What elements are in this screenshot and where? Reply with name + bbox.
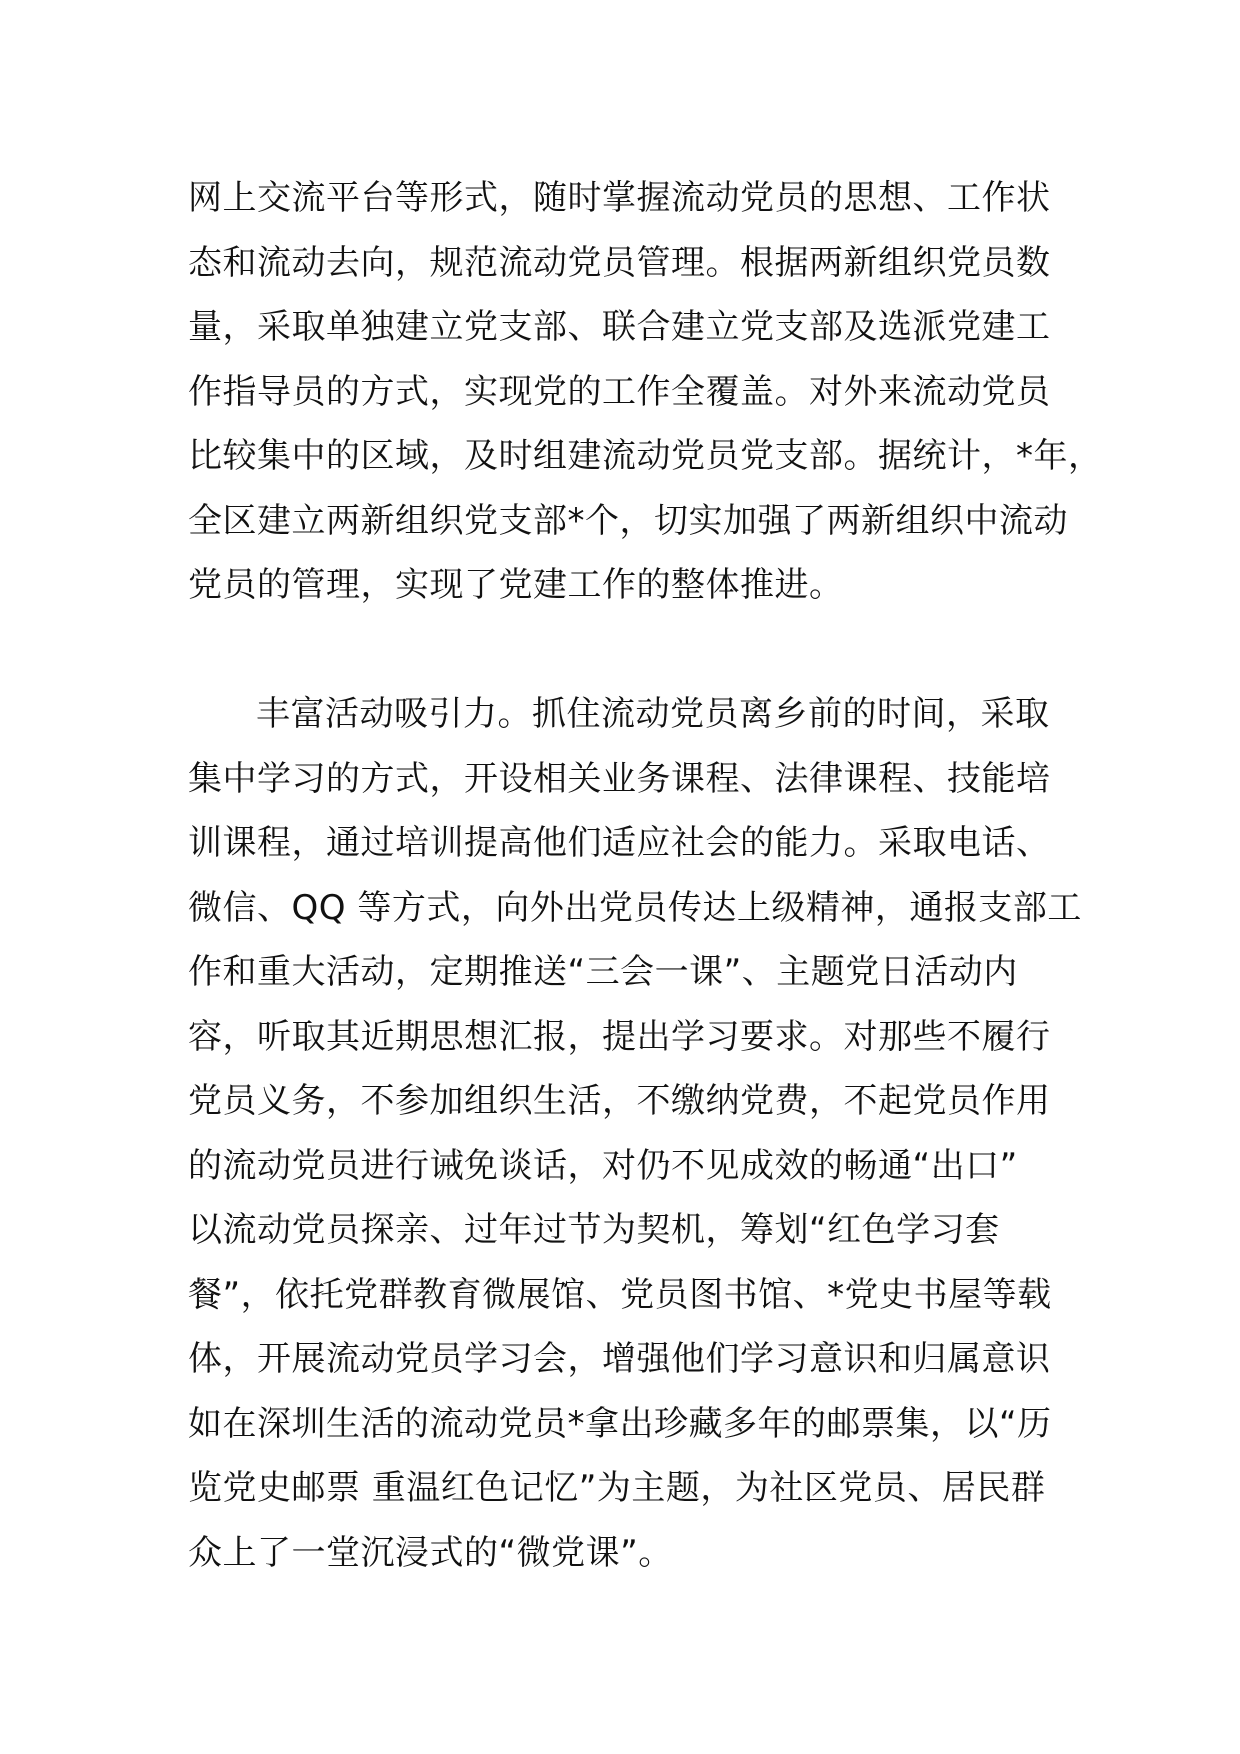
text-line: 网上交流平台等形式，随时掌握流动党员的思想、工作状 bbox=[188, 178, 1051, 218]
text-line: 餐”，依托党群教育微展馆、党员图书馆、*党史书屋等载 bbox=[188, 1274, 1052, 1315]
text-line-first-indented: 丰富活动吸引力。抓住流动党员离乡前的时间，采取 bbox=[256, 694, 1050, 734]
text-line: 比较集中的区域，及时组建流动党员党支部。据统计，*年， bbox=[188, 436, 1103, 476]
text-line: 训课程，通过培训提高他们适应社会的能力。采取电话、 bbox=[188, 823, 1051, 863]
text-line: 态和流动去向，规范流动党员管理。根据两新组织党员数 bbox=[188, 242, 1051, 283]
text-line: 以流动党员探亲、过年过节为契机，筹划“红色学习套 bbox=[188, 1210, 1000, 1250]
text-line: 体，开展流动党员学习会，增强他们学习意识和归属意识 bbox=[188, 1339, 1051, 1379]
text-line: 作指导员的方式，实现党的工作全覆盖。对外来流动党员 bbox=[188, 371, 1051, 412]
text-line: 全区建立两新组织党支部*个，切实加强了两新组织中流动 bbox=[188, 500, 1068, 541]
text-line: 量，采取单独建立党支部、联合建立党支部及选派党建工 bbox=[188, 307, 1051, 347]
text-line: 党员义务，不参加组织生活，不缴纳党费，不起党员作用 bbox=[188, 1081, 1051, 1121]
text-line: 作和重大活动，定期推送“三会一课”、主题党日活动内 bbox=[188, 952, 1018, 992]
text-line: 如在深圳生活的流动党员*拿出珍藏多年的邮票集，以“历 bbox=[188, 1403, 1052, 1444]
paragraph-management bbox=[188, 166, 1103, 618]
text-line: 览党史邮票 重温红色记忆”为主题，为社区党员、居民群 bbox=[188, 1468, 1046, 1508]
text-line: 容，听取其近期思想汇报，提出学习要求。对那些不履行 bbox=[188, 1016, 1051, 1057]
text-line: 微信、QQ 等方式，向外出党员传达上级精神，通报支部工 bbox=[188, 887, 1082, 928]
text-line: 党员的管理，实现了党建工作的整体推进。 bbox=[188, 565, 844, 605]
text-line: 的流动党员进行诫免谈话，对仍不见成效的畅通“出口” bbox=[188, 1145, 1018, 1186]
text-line: 众上了一堂沉浸式的“微党课”。 bbox=[188, 1532, 673, 1573]
text-line: 集中学习的方式，开设相关业务课程、法律课程、技能培 bbox=[188, 758, 1051, 799]
paragraph-activities bbox=[188, 682, 1088, 1585]
